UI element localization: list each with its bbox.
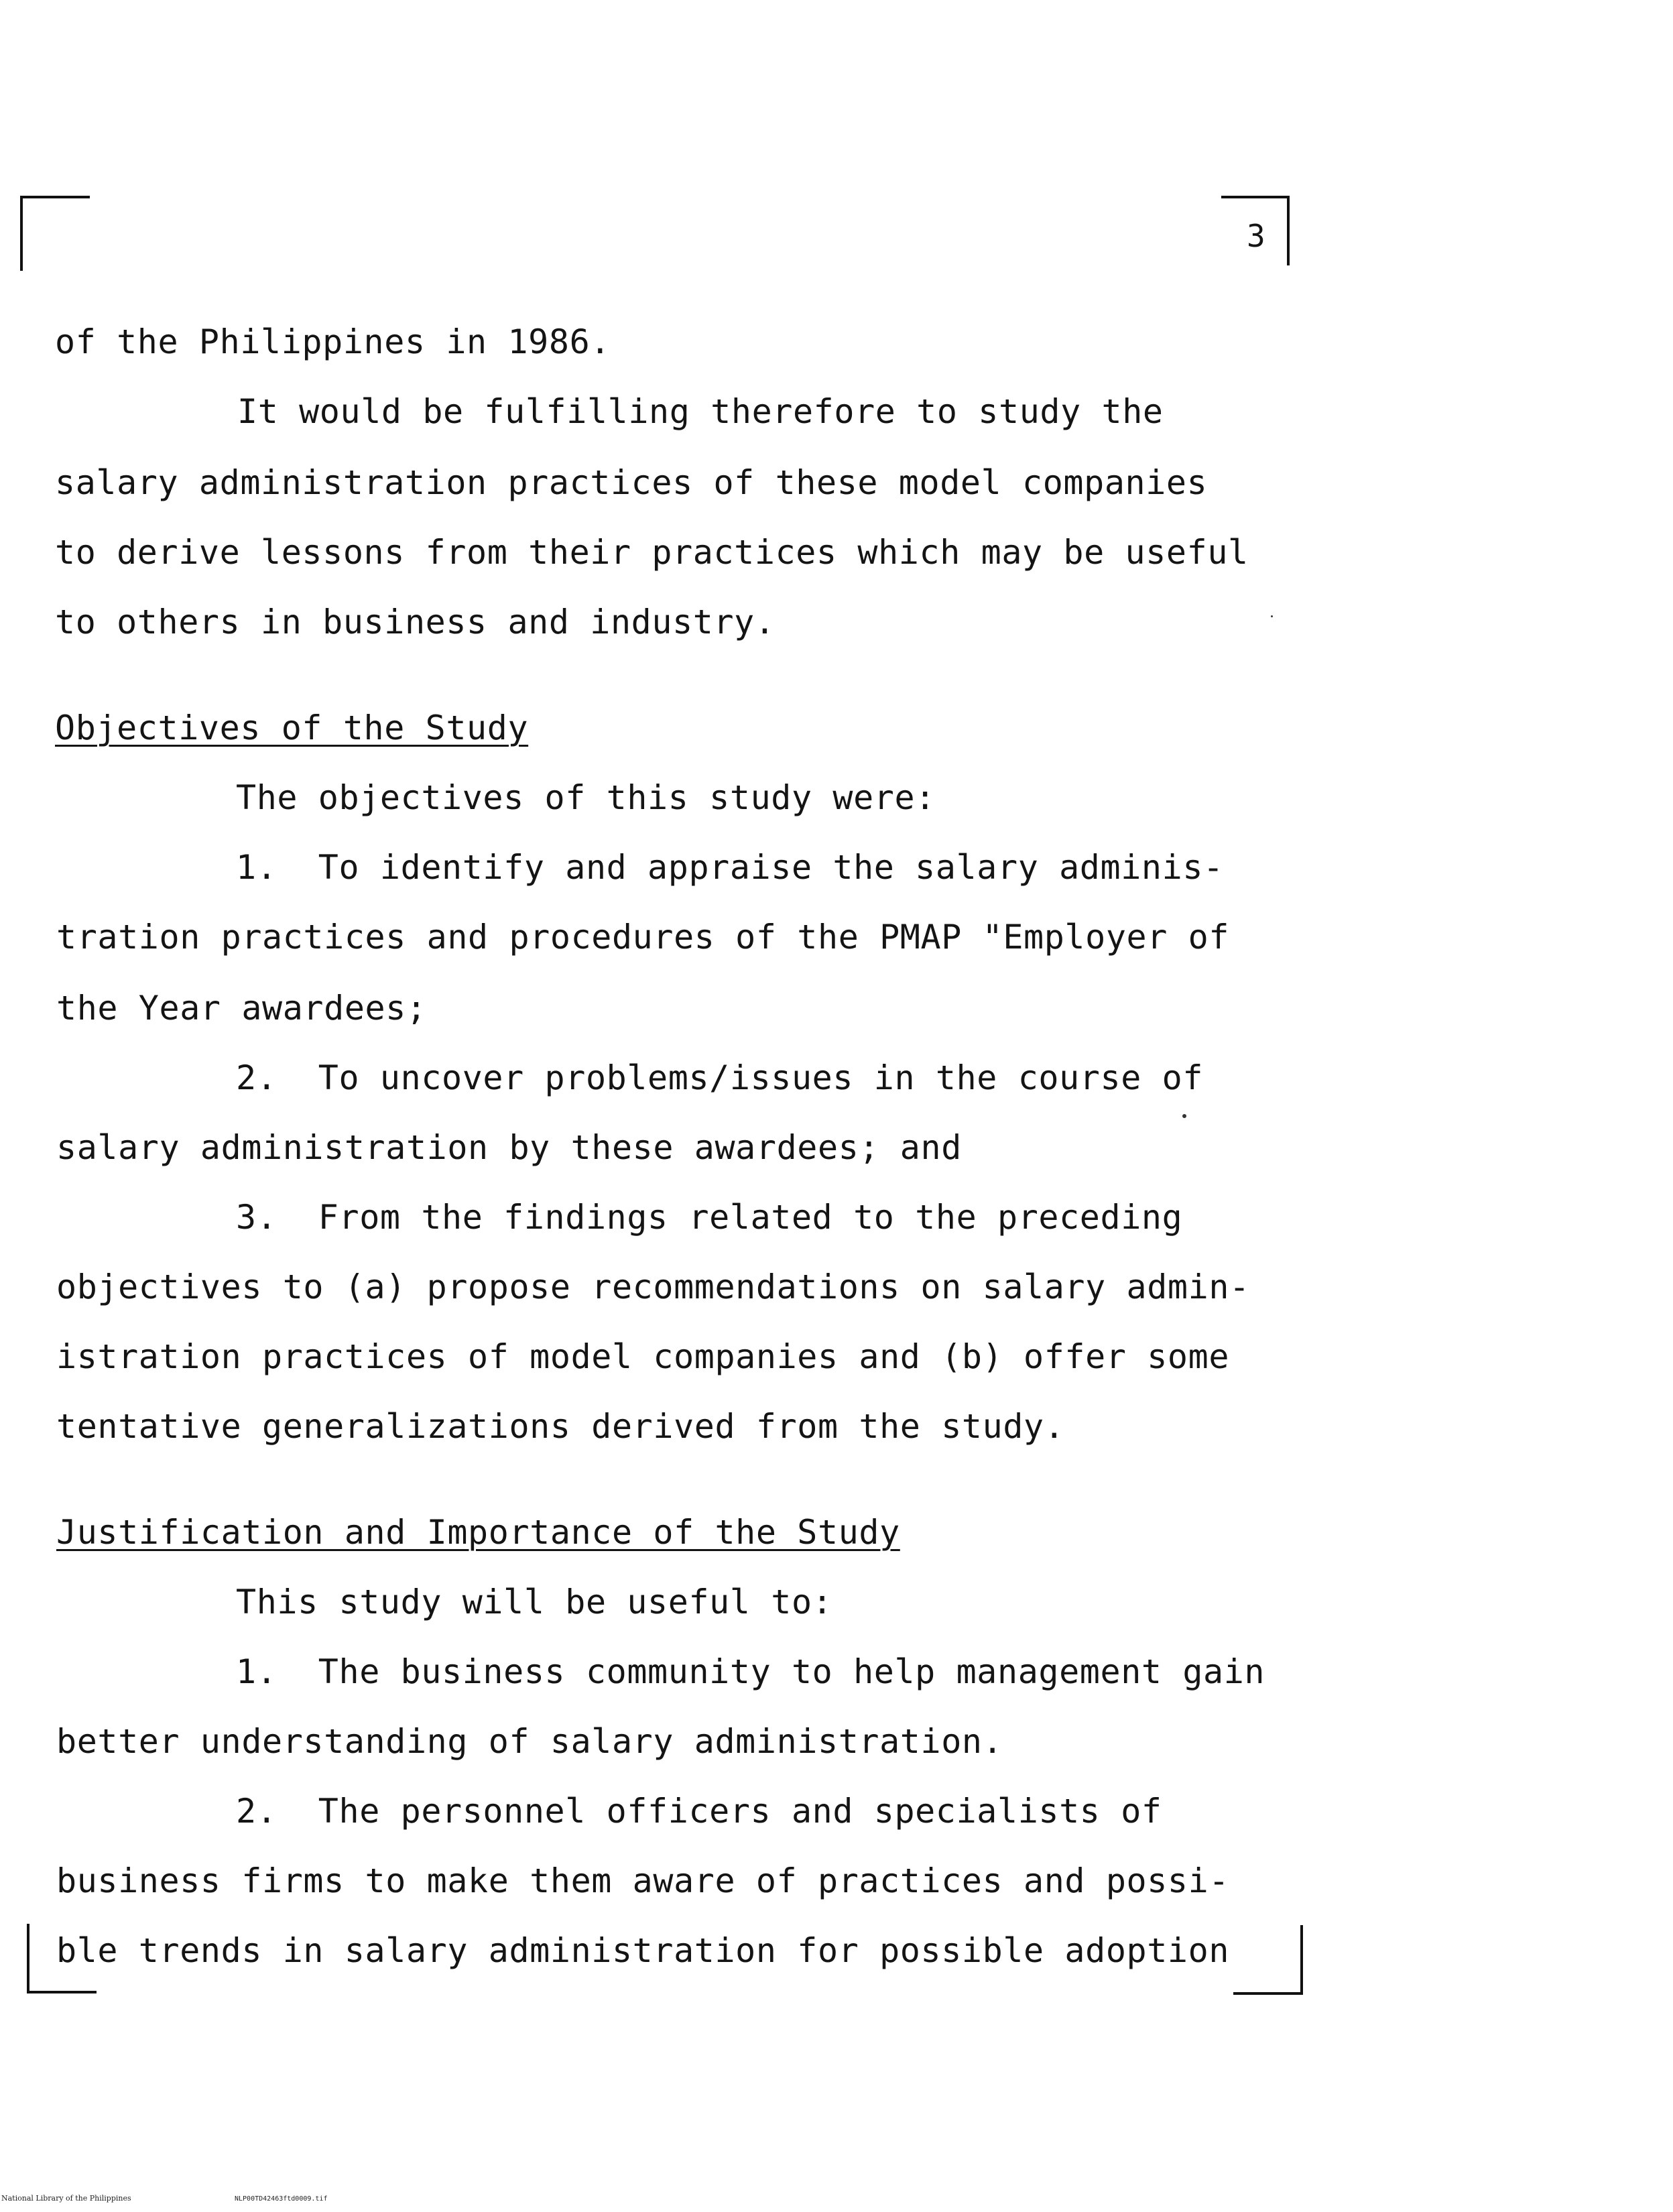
list-item-line: tration practices and procedures of the PMAP "Employer of [56,918,1230,957]
paragraph-line: The objectives of this study were: [236,778,936,817]
paragraph-line: It would be fulfilling therefore to study the [237,392,1164,431]
list-item-line: 2. The personnel officers and specialists of [236,1792,1162,1831]
list-item-line: 3. From the findings related to the preceding [236,1198,1183,1237]
paragraph-line: to others in business and industry. [55,603,776,641]
list-item-line: tentative generalizations derived from the study. [56,1407,1065,1446]
list-item-line: 1. The business community to help management gain [236,1652,1265,1691]
scan-speck [1271,615,1273,617]
paragraph-line: to derive lessons from their practices which may be useful [55,533,1249,572]
list-item-line: objectives to (a) propose recommendations on salary admin- [56,1268,1250,1306]
page-number: 3 [1247,218,1265,254]
scan-speck [1182,1114,1186,1118]
text-line: of the Philippines in 1986. [55,322,611,361]
list-item-line: salary administration by these awardees; and [56,1128,962,1167]
list-item-line: 2. To uncover problems/issues in the course of [236,1058,1204,1097]
crop-mark-bottom-right [1233,1925,1303,1995]
list-item-line: istration practices of model companies and (b) offer some [56,1337,1230,1376]
list-item-line: 1. To identify and appraise the salary adminis- [236,848,1224,887]
crop-mark-top-left [20,196,90,271]
list-item-line: the Year awardees; [56,989,427,1028]
list-item-line: ble trends in salary administration for possible adoption [56,1931,1230,1970]
paragraph-line: salary administration practices of these model companies [55,463,1208,502]
section-heading-objectives: Objectives of the Study [55,709,529,747]
section-heading-justification: Justification and Importance of the Study [56,1513,900,1552]
list-item-line: better understanding of salary administration. [56,1722,1003,1761]
list-item-line: business firms to make them aware of practices and possi- [56,1861,1230,1900]
footer-library-label: National Library of the Philippines [1,2194,131,2203]
paragraph-line: This study will be useful to: [236,1583,833,1621]
footer-filename: NLP00TD42463ftd0009.tif [235,2195,328,2203]
